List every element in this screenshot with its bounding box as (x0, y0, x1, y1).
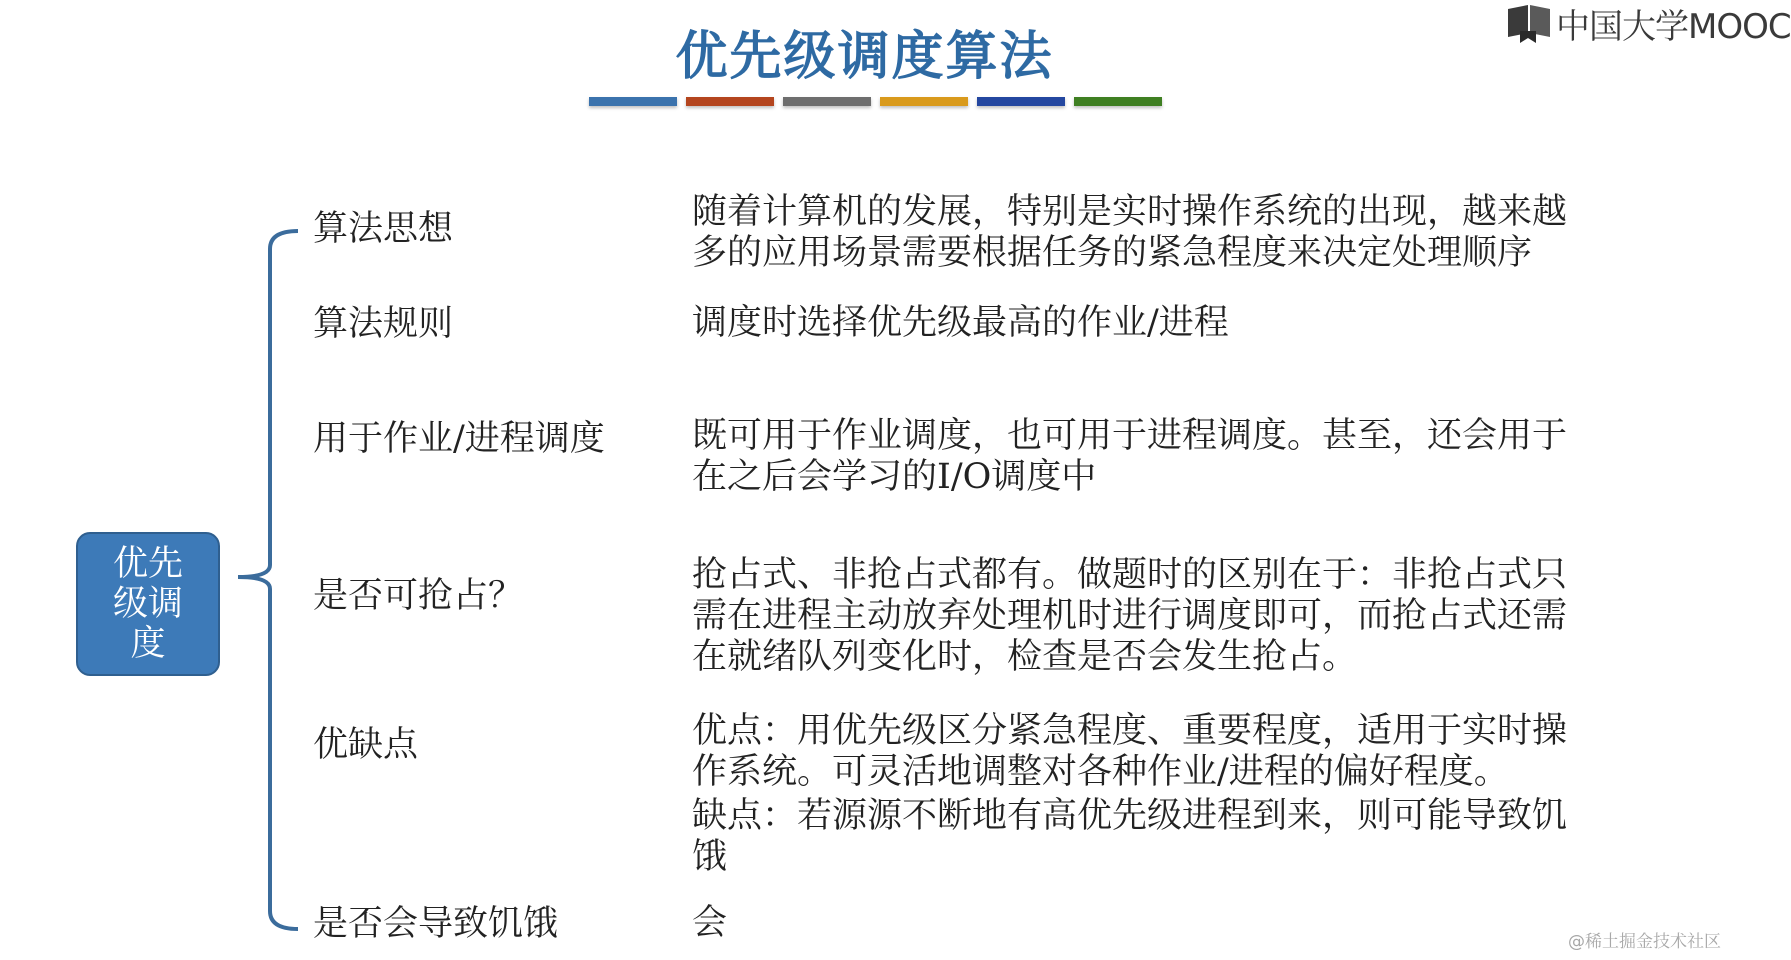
row-label-starvation: 是否会导致饥饿 (313, 904, 559, 944)
row-desc-algorithm-idea: 随着计算机的发展，特别是实时操作系统的出现，越来越多的应用场景需要根据任务的紧急程度来决定处理顺序 (692, 192, 1568, 273)
row-label-algorithm-rule: 算法规则 (313, 304, 454, 344)
color-bar (1074, 97, 1162, 106)
row-desc-pros: 优点：用优先级区分紧急程度、重要程度，适用于实时操作系统。可灵活地调整对各种作业/进程的偏好程度。 (692, 711, 1568, 792)
row-desc-starvation: 会 (692, 903, 728, 943)
row-label-pros-cons: 优缺点 (313, 725, 419, 765)
row-desc-algorithm-rule: 调度时选择优先级最高的作业/进程 (692, 303, 1229, 343)
row-label-algorithm-idea: 算法思想 (313, 209, 454, 249)
row-desc-preemptive: 抢占式、非抢占式都有。做题时的区别在于：非抢占式只需在进程主动放弃处理机时进行调度即可，而抢占式还需在就绪队列变化时，检查是否会发生抢占。 (692, 555, 1568, 677)
bracket-path (238, 231, 298, 929)
row-desc-scheduling-use: 既可用于作业调度，也可用于进程调度。甚至，还会用于在之后会学习的I/O调度中 (692, 416, 1568, 497)
logo-text: 中国大学MOOC (1556, 6, 1791, 47)
root-node (76, 532, 220, 676)
row-desc-cons: 缺点：若源源不断地有高优先级进程到来，则可能导致饥饿 (692, 796, 1568, 877)
color-bar (977, 97, 1065, 106)
curly-bracket (236, 225, 302, 935)
color-bar (783, 97, 871, 106)
color-bar (880, 97, 968, 106)
color-bar (686, 97, 774, 106)
slide-title: 优先级调度算法 (675, 26, 1054, 87)
mooc-logo (1506, 0, 1791, 47)
title-color-bars (589, 97, 1162, 107)
root-label: 优先级调度 (112, 544, 183, 664)
color-bar (589, 97, 677, 106)
row-label-preemptive: 是否可抢占？ (313, 576, 524, 616)
watermark: @稀土掘金技术社区 (1568, 932, 1721, 952)
row-label-scheduling-use: 用于作业/进程调度 (313, 419, 605, 459)
book-icon (1506, 3, 1552, 43)
